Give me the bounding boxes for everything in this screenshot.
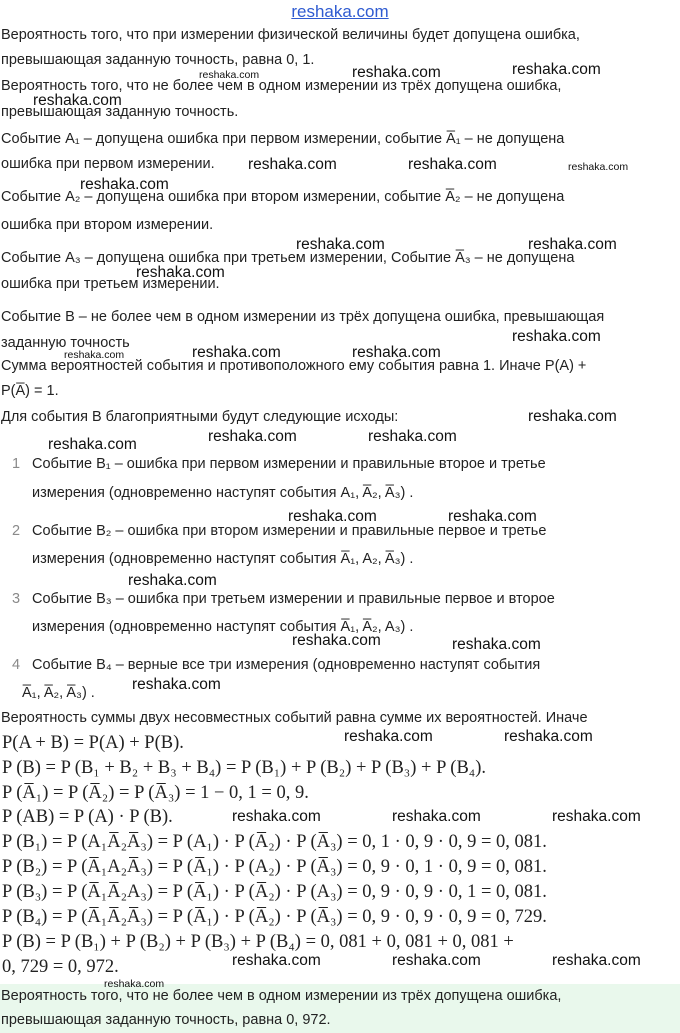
watermark: reshaka.com [136, 264, 225, 281]
list-number: 4 [12, 657, 21, 673]
watermark: reshaka.com [552, 808, 641, 825]
watermark: reshaka.com [192, 344, 281, 361]
watermark: reshaka.com [552, 952, 641, 969]
list-item-text: измерения (одновременно наступят события A₁, A̅₂, A̅₃) . [32, 485, 414, 501]
site-header-link[interactable]: reshaka.com [291, 2, 389, 21]
watermark: reshaka.com [448, 508, 537, 525]
watermark: reshaka.com [368, 428, 457, 445]
watermark: reshaka.com [288, 508, 377, 525]
list-number: 2 [12, 523, 21, 539]
equation-line: P (B₁) = P (A₁A̅₂A̅₃) = P (A₁) · P (A̅₂) · P (A̅₃) = 0, 1 · 0, 9 · 0, 9 = 0, 081. [2, 832, 547, 852]
watermark: reshaka.com [512, 61, 601, 78]
equation-line: P (B) = P (B₁) + P (B₂) + P (B₃) + P (B₄) = 0, 081 + 0, 081 + 0, 081 + [2, 932, 514, 952]
text-line: P(A̅) = 1. [1, 383, 59, 399]
watermark: reshaka.com [232, 952, 321, 969]
text-line: Вероятность того, что не более чем в одном измерении из трёх допущена ошибка, [1, 78, 562, 94]
watermark: reshaka.com [512, 328, 601, 345]
text-line: Событие A₁ – допущена ошибка при первом измерении, событие A̅₁ – не допущена [1, 131, 565, 147]
equation-line: P (B₃) = P (A̅₁A̅₂A₃) = P (A̅₁) · P (A̅₂) · P (A₃) = 0, 9 · 0, 9 · 0, 1 = 0, 081. [2, 882, 547, 902]
watermark: reshaka.com [528, 408, 617, 425]
list-item-text: Событие B₄ – верные все три измерения (одновременно наступят события [32, 657, 541, 673]
watermark: reshaka.com [48, 436, 137, 453]
watermark: reshaka.com [408, 156, 497, 173]
text-line: Событие B – не более чем в одном измерении из трёх допущена ошибка, превышающая [1, 309, 605, 325]
watermark: reshaka.com [199, 69, 260, 81]
watermark: reshaka.com [64, 349, 125, 361]
watermark: reshaka.com [352, 64, 441, 81]
watermark: reshaka.com [452, 636, 541, 653]
answer-line: Вероятность того, что не более чем в одном измерении из трёх допущена ошибка, [1, 988, 562, 1004]
list-item-text: измерения (одновременно наступят события A̅₁, A̅₂, A₃) . [32, 619, 414, 635]
text-line: превышающая заданную точность, равна 0, 1. [1, 52, 315, 68]
text-line: Сумма вероятностей события и противоположного ему события равна 1. Иначе P(A) + [1, 358, 587, 374]
watermark: reshaka.com [33, 92, 122, 109]
text-line: заданную точность [1, 335, 130, 351]
watermark: reshaka.com [352, 344, 441, 361]
text-line: Для события B благоприятными будут следующие исходы: [1, 409, 399, 425]
watermark: reshaka.com [528, 236, 617, 253]
list-number: 3 [12, 591, 21, 607]
text-line: превышающая заданную точность. [1, 104, 239, 120]
watermark: reshaka.com [504, 728, 593, 745]
watermark: reshaka.com [80, 176, 169, 193]
watermark: reshaka.com [296, 236, 385, 253]
list-number: 1 [12, 456, 21, 472]
answer-line: превышающая заданную точность, равна 0, 972. [1, 1012, 331, 1028]
watermark: reshaka.com [208, 428, 297, 445]
text-line: Вероятность суммы двух несовместных событий равна сумме их вероятностей. Иначе [1, 710, 588, 726]
text-line: ошибка при втором измерении. [1, 217, 214, 233]
equation-line: P (B₄) = P (A̅₁A̅₂A̅₃) = P (A̅₁) · P (A̅₂) · P (A̅₃) = 0, 9 · 0, 9 · 0, 9 = 0, 729. [2, 907, 547, 927]
equation-line: P (A̅₁) = P (A̅₂) = P (A̅₃) = 1 − 0, 1 = 0, 9. [2, 783, 309, 803]
text-line: Вероятность того, что при измерении физической величины будет допущена ошибка, [1, 27, 580, 43]
equation-line: P (AB) = P (A) · P (B). [2, 807, 173, 827]
watermark: reshaka.com [132, 676, 221, 693]
text-line: Событие A₂ – допущена ошибка при втором измерении, событие A̅₂ – не допущена [1, 189, 565, 205]
watermark: reshaka.com [104, 978, 165, 990]
equation-line: 0, 729 = 0, 972. [2, 957, 119, 977]
equation-line: P (B) = P (B₁ + B₂ + B₃ + B₄) = P (B₁) + P (B₂) + P (B₃) + P (B₄). [2, 758, 487, 778]
watermark: reshaka.com [232, 808, 321, 825]
watermark: reshaka.com [568, 161, 629, 173]
list-item-text: Событие B₂ – ошибка при втором измерении и правильные первое и третье [32, 523, 547, 539]
text-line: ошибка при третьем измерении. [1, 276, 220, 292]
text-line: Событие A₃ – допущена ошибка при третьем измерении, Событие A̅₃ – не допущена [1, 250, 575, 266]
equation-line: P(A + B) = P(A) + P(B). [2, 733, 184, 753]
list-item-text: измерения (одновременно наступят события A̅₁, A₂, A̅₃) . [32, 551, 414, 567]
equation-line: P (B₂) = P (A̅₁A₂A̅₃) = P (A̅₁) · P (A₂) · P (A̅₃) = 0, 9 · 0, 1 · 0, 9 = 0, 081. [2, 857, 547, 877]
text-line: ошибка при первом измерении. [1, 156, 215, 172]
watermark: reshaka.com [392, 952, 481, 969]
watermark: reshaka.com [292, 632, 381, 649]
list-item-text: Событие B₃ – ошибка при третьем измерении и правильные первое и второе [32, 591, 555, 607]
list-item-text: A̅₁, A̅₂, A̅₃) . [22, 685, 95, 701]
watermark: reshaka.com [248, 156, 337, 173]
watermark: reshaka.com [344, 728, 433, 745]
watermark: reshaka.com [128, 572, 217, 589]
watermark: reshaka.com [392, 808, 481, 825]
list-item-text: Событие B₁ – ошибка при первом измерении и правильные второе и третье [32, 456, 546, 472]
